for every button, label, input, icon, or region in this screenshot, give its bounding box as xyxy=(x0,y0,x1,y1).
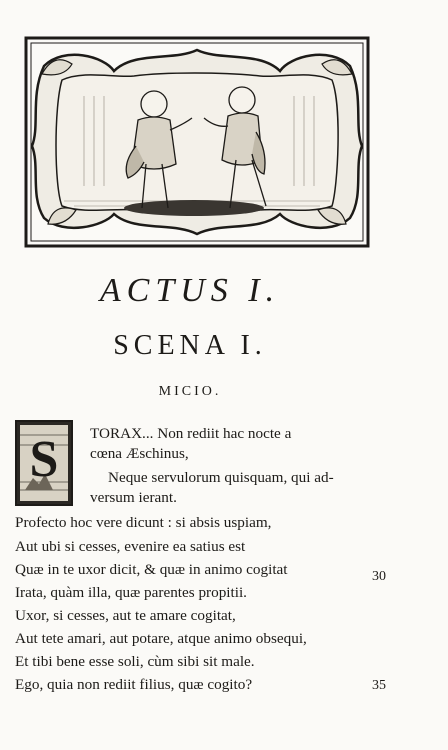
text-line: Quæ in te uxor dicit, & quæ in animo cogitat xyxy=(15,561,288,578)
text-line: versum ierant. xyxy=(90,489,177,506)
text-line: cœna Æschinus, xyxy=(90,445,189,462)
scene-heading: SCENA I. xyxy=(113,330,267,361)
decorated-initial xyxy=(15,420,73,506)
text-line: Irata, quàm illa, quæ parentes propitii. xyxy=(15,584,247,601)
initial-letter: S xyxy=(29,431,59,488)
text-line: Aut ubi si cesses, evenire ea satius est xyxy=(15,538,246,555)
cartouche-two-putti-image xyxy=(24,36,370,248)
act-heading: ACTUS I. xyxy=(99,272,281,309)
speaker-name: MICIO. xyxy=(158,384,222,399)
text-line: Ego, quia non rediit filius, quæ cogito? xyxy=(15,676,253,693)
text-line: Uxor, si cesses, aut te amare cogitat, xyxy=(15,607,236,624)
text-line: Et tibi bene esse soli, cùm sibi sit male. xyxy=(15,653,255,670)
line-number: 30 xyxy=(372,569,386,584)
text-line: Profecto hoc vere dicunt : si absis uspiam, xyxy=(15,514,272,531)
text-line: TORAX... Non rediit hac nocte a xyxy=(90,425,292,442)
text-line: Neque servulorum quisquam, qui ad- xyxy=(108,469,334,486)
engraved-headpiece-illustration xyxy=(24,36,370,248)
line-number: 35 xyxy=(372,678,386,693)
text-line: Aut tete amari, aut potare, atque animo obsequi, xyxy=(15,630,307,647)
